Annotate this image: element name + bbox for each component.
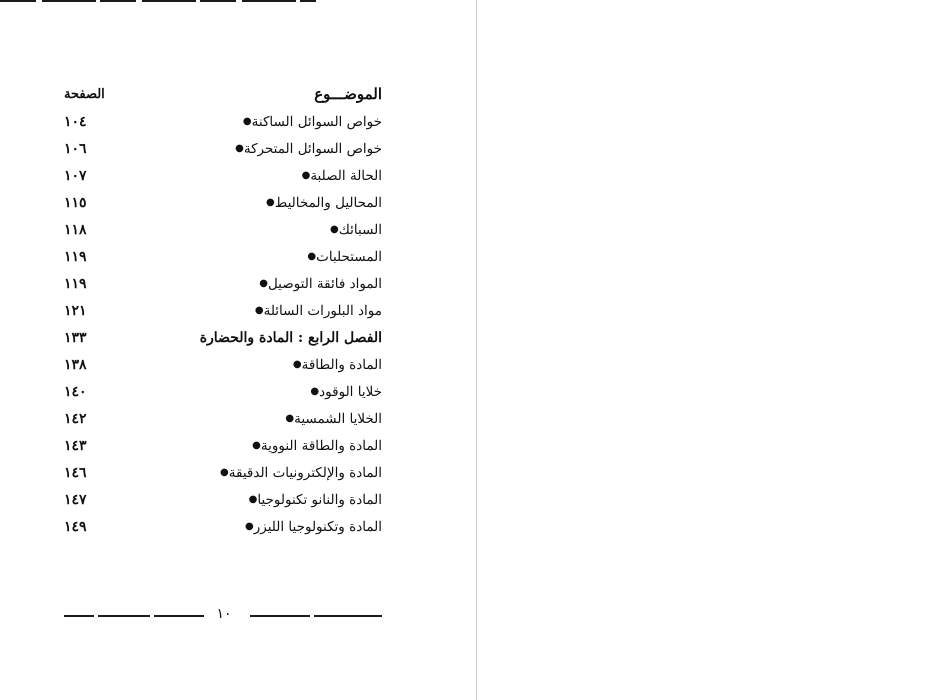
toc-title: الخلايا الشمسية: [294, 410, 382, 427]
toc-title: خلايا الوقود: [319, 383, 382, 400]
toc-row: [64, 486, 382, 513]
toc-entry: [239, 492, 382, 508]
toc-entry: [243, 438, 382, 454]
toc-page-number: ١١٩: [64, 248, 87, 265]
toc-row: [64, 459, 382, 486]
toc-entry: [257, 195, 382, 211]
bullet-icon: ●: [266, 197, 275, 208]
page-number: ١٠: [216, 606, 232, 622]
toc-row: [64, 378, 382, 405]
bullet-icon: ●: [330, 224, 339, 235]
toc-entry: [246, 303, 382, 319]
toc-page-number: ١٠٤: [64, 113, 87, 130]
bullet-icon: ●: [285, 413, 295, 424]
bullet-icon: ●: [310, 386, 320, 397]
toc-title: المادة وتكنولوجيا الليزر: [253, 518, 382, 535]
bullet-icon: ●: [242, 116, 252, 127]
bullet-icon: ●: [292, 359, 302, 370]
toc-entry: [292, 168, 382, 184]
toc-title: المادة والإلكترونيات الدقيقة: [228, 464, 382, 481]
header-topic: الموضـــوع: [314, 85, 382, 103]
right-page-blank: [477, 0, 950, 700]
table-of-contents: [64, 80, 382, 540]
footer-rule-right: [250, 615, 382, 617]
bullet-icon: ●: [301, 170, 311, 181]
toc-entry: [234, 114, 382, 130]
toc-row: [64, 189, 382, 216]
toc-chapter-row: [64, 324, 382, 351]
toc-row: [64, 351, 382, 378]
toc-page-number: ١٤٣: [64, 437, 87, 454]
toc-title: المواد فائقة التوصيل: [267, 275, 382, 292]
toc-row: [64, 270, 382, 297]
toc-entry: [250, 276, 382, 292]
toc-title: الفصل الرابع : المادة والحضارة: [199, 329, 382, 346]
toc-entry: [321, 222, 382, 238]
toc-row: [64, 297, 382, 324]
toc-page-number: ١٠٧: [64, 167, 87, 184]
toc-entry: [301, 384, 382, 400]
toc-header: [64, 80, 382, 108]
bullet-icon: ●: [248, 494, 258, 505]
toc-entry: [226, 141, 382, 157]
header-page: الصفحة: [64, 86, 105, 102]
toc-row: [64, 216, 382, 243]
toc-row: [64, 432, 382, 459]
toc-row: [64, 405, 382, 432]
toc-title: خواص السوائل الساكنة: [251, 113, 382, 130]
toc-page-number: ١٤٦: [64, 464, 87, 481]
bullet-icon: ●: [307, 251, 317, 262]
toc-page-number: ١٤٩: [64, 518, 87, 535]
page-footer: [64, 606, 382, 626]
top-rule: [0, 0, 316, 2]
footer-rule-left: [64, 615, 204, 617]
toc-page-number: ١١٨: [64, 221, 87, 238]
toc-page-number: ١٣٨: [64, 356, 87, 373]
toc-title: المادة والنانو تكنولوجيا: [257, 491, 382, 508]
toc-row: [64, 243, 382, 270]
toc-page-number: ١١٥: [64, 194, 87, 211]
bullet-icon: ●: [235, 143, 244, 154]
toc-page-number: ١٤٠: [64, 383, 87, 400]
toc-title: المستحلبات: [316, 248, 382, 265]
toc-entry: [298, 249, 382, 265]
bullet-icon: ●: [220, 467, 229, 478]
toc-title: المادة والطاقة النووية: [260, 437, 382, 454]
toc-page-number: ١٤٧: [64, 491, 87, 508]
toc-entry: [276, 411, 382, 427]
toc-title: المحاليل والمخاليط: [274, 194, 382, 211]
toc-title: خواص السوائل المتحركة: [243, 140, 382, 157]
bullet-icon: ●: [259, 278, 268, 289]
toc-row: [64, 513, 382, 540]
toc-page-number: ١٠٦: [64, 140, 87, 157]
toc-entry: [236, 519, 382, 535]
toc-page-number: ١٤٢: [64, 410, 87, 427]
bullet-icon: ●: [254, 305, 264, 316]
toc-row: [64, 162, 382, 189]
toc-page-number: ١٢١: [64, 302, 87, 319]
toc-title: المادة والطاقة: [301, 356, 382, 373]
toc-row: [64, 135, 382, 162]
toc-page-number: ١١٩: [64, 275, 87, 292]
bullet-icon: ●: [252, 440, 261, 451]
toc-row: [64, 108, 382, 135]
toc-title: الحالة الصلبة: [310, 167, 382, 184]
toc-entry: [211, 465, 382, 481]
toc-title: مواد البلورات السائلة: [263, 302, 382, 319]
toc-title: السبائك: [338, 221, 382, 238]
toc-page-number: ١٣٣: [64, 329, 87, 346]
bullet-icon: ●: [245, 521, 254, 532]
toc-entry: [200, 330, 382, 346]
toc-list: [64, 108, 382, 540]
toc-entry: [284, 357, 382, 373]
